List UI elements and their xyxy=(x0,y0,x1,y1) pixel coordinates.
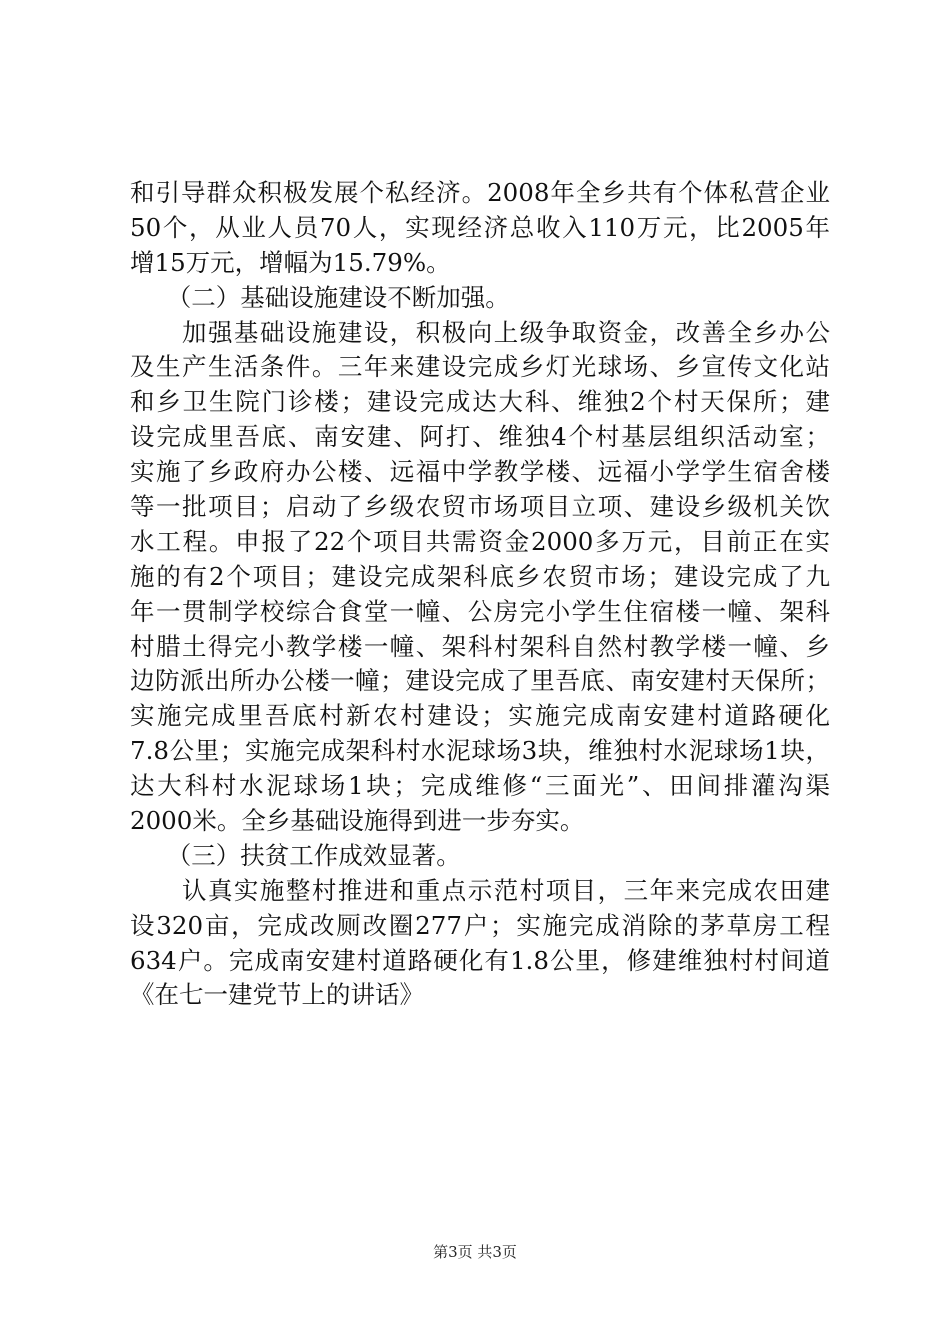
text-line: 村腊土得完小教学楼一幢、架科村架科自然村教学楼一幢、乡 xyxy=(130,631,830,661)
text-line: 实施了乡政府办公楼、远福中学教学楼、远福小学学生宿舍楼 xyxy=(130,457,830,487)
text-line: 等一批项目；启动了乡级农贸市场项目立项、建设乡级机关饮 xyxy=(130,492,830,522)
text-line: 实施完成里吾底村新农村建设；实施完成南安建村道路硬化 xyxy=(130,701,830,731)
text-line: 水工程。申报了22个项目共需资金2000多万元，目前正在实 xyxy=(130,526,830,556)
section-heading: （二）基础设施建设不断加强。 xyxy=(130,282,510,312)
text-line: 设320亩，完成改厕改圈277户；实施完成消除的茅草房工程 xyxy=(130,910,830,940)
section-heading: （三）扶贫工作成效显著。 xyxy=(130,840,461,870)
text-line: 634户。完成南安建村道路硬化有1.8公里，修建维独村村间道 xyxy=(130,945,830,975)
text-line: 认真实施整村推进和重点示范村项目，三年来完成农田建 xyxy=(130,875,830,905)
page-number: 第3页 共3页 xyxy=(433,1243,517,1261)
text-line: 边防派出所办公楼一幢；建设完成了里吾底、南安建村天保所； xyxy=(130,666,830,696)
text-line: 施的有2个项目；建设完成架科底乡农贸市场；建设完成了九 xyxy=(130,561,830,591)
text-line: 50个，从业人员70人，实现经济总收入110万元，比2005年 xyxy=(130,212,830,242)
document-body xyxy=(130,176,830,1013)
text-line: 和引导群众积极发展个私经济。2008年全乡共有个体私营企业 xyxy=(130,178,830,207)
text-line: 达大科村水泥球场1块；完成维修“三面光”、田间排灌沟渠 xyxy=(130,771,830,801)
text-line: 7.8公里；实施完成架科村水泥球场3块，维独村水泥球场1块， xyxy=(130,736,830,766)
text-line: 和乡卫生院门诊楼；建设完成达大科、维独2个村天保所；建 xyxy=(130,387,830,417)
text-line: 及生产生活条件。三年来建设完成乡灯光球场、乡宣传文化站 xyxy=(130,352,830,382)
document-link-title: 《在七一建党节上的讲话》 xyxy=(130,980,424,1010)
text-line: 加强基础设施建设，积极向上级争取资金，改善全乡办公 xyxy=(130,317,830,347)
text-line: 年一贯制学校综合食堂一幢、公房完小学生住宿楼一幢、架科 xyxy=(130,596,830,626)
text-line: 2000米。全乡基础设施得到进一步夯实。 xyxy=(130,806,585,836)
text-line: 增15万元，增幅为15.79%。 xyxy=(130,247,451,277)
text-line: 设完成里吾底、南安建、阿打、维独4个村基层组织活动室； xyxy=(130,422,830,452)
